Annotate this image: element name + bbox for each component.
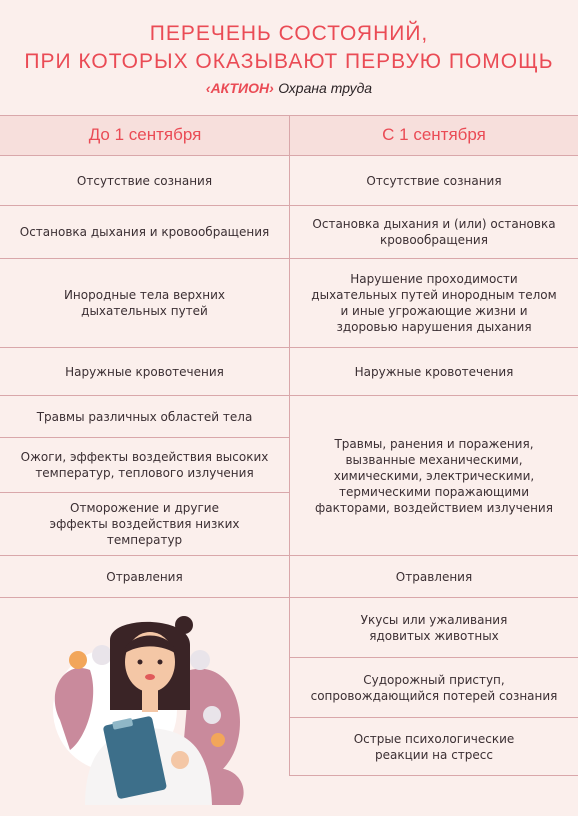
left-cell: Ожоги, эффекты воздействия высоких температур, теплового излучения	[20, 450, 269, 480]
brand-logo: ‹АКТИОН›	[205, 80, 274, 96]
right-cell: Наружные кровотечения	[354, 364, 514, 379]
left-cell: Отморожение и другие эффекты воздействия низких температур	[49, 501, 240, 547]
column-header-left: До 1 сентября	[88, 125, 202, 144]
title-line-1: ПЕРЕЧЕНЬ СОСТОЯНИЙ,	[149, 22, 429, 45]
left-cell: Отравления	[106, 569, 183, 584]
right-cell: Отравления	[395, 569, 473, 584]
right-cell: Нарушение проходимости дыхательных путей инородным телом и иные угрожающие жизни и здоровью нарушения дыхания	[311, 272, 557, 334]
left-cell: Травмы различных областей тела	[36, 409, 253, 424]
left-cell: Инородные тела верхних дыхательных путей	[63, 288, 226, 318]
right-cell: Остановка дыхания и (или) остановка кровообращения	[312, 217, 556, 247]
left-cell: Отсутствие сознания	[76, 173, 213, 188]
title-line-2: ПРИ КОТОРЫХ ОКАЗЫВАЮТ ПЕРВУЮ ПОМОЩЬ	[24, 50, 554, 73]
right-cell: Укусы или ужаливания ядовитых животных	[360, 612, 508, 643]
row-rule	[289, 775, 578, 776]
left-cell: Наружные кровотечения	[65, 364, 224, 379]
brand-subtitle: Охрана труда	[278, 80, 373, 96]
page-title	[0, 20, 578, 76]
right-cell: Травмы, ранения и поражения, вызванные механическими, химическими, электрическими, термическими поражающими факторами, воздействием излучения	[315, 436, 553, 515]
right-cell: Отсутствие сознания	[366, 173, 502, 188]
brand	[0, 80, 578, 97]
right-cell: Судорожный приступ, сопровождающийся потерей сознания	[310, 672, 558, 703]
doctor-with-clipboard-icon	[40, 600, 255, 805]
left-cell: Остановка дыхания и кровообращения	[19, 225, 270, 239]
right-cell: Острые психологические реакции на стресс	[353, 731, 515, 762]
column-header-right: С 1 сентября	[382, 125, 486, 144]
